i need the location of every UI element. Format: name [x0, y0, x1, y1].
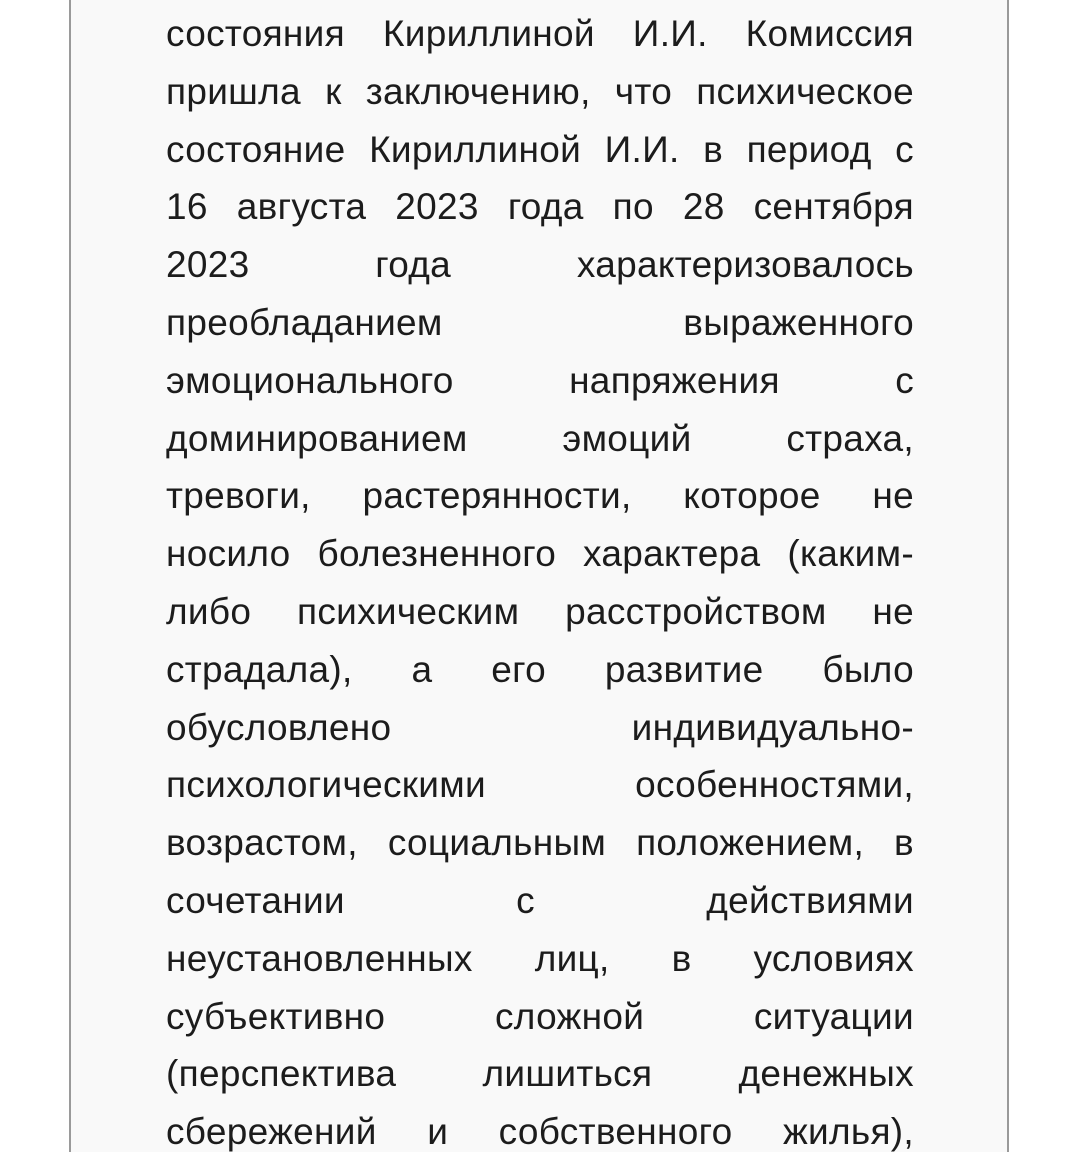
word: страха,: [786, 417, 914, 459]
word: и: [427, 1111, 449, 1152]
word: было: [822, 648, 914, 690]
word: августа: [236, 186, 367, 228]
word: пришла: [166, 70, 301, 112]
word: сочетании: [166, 879, 345, 921]
word: социальным: [387, 822, 607, 864]
text-line: [166, 872, 914, 930]
text-line: [166, 178, 914, 236]
word: 16: [166, 186, 208, 228]
word: состояние: [166, 128, 346, 170]
word: (каким-: [787, 533, 914, 575]
word: года: [507, 186, 584, 228]
word: характера: [583, 533, 761, 575]
word: доминированием: [166, 417, 468, 459]
word: особенностями,: [635, 764, 914, 806]
word: обусловлено: [166, 706, 392, 748]
word: Кириллиной: [369, 128, 582, 170]
word: денежных: [738, 1053, 914, 1095]
word: субъективно: [166, 995, 386, 1037]
word: что: [614, 70, 673, 112]
word: характеризовалось: [576, 244, 914, 286]
text-line: [166, 756, 914, 814]
word: Комиссия: [745, 13, 914, 54]
word: тревоги,: [166, 475, 311, 517]
word: лишиться: [482, 1053, 653, 1095]
word: в: [671, 937, 692, 979]
text-line: [166, 930, 914, 988]
word: неустановленных: [166, 937, 473, 979]
word: в: [703, 128, 724, 170]
word: ситуации: [753, 995, 914, 1037]
word: напряжения: [569, 359, 780, 401]
word: по: [612, 186, 654, 228]
word: сложной: [494, 995, 645, 1037]
word: положением,: [636, 822, 865, 864]
word: года: [375, 244, 452, 286]
word: с: [895, 128, 914, 170]
word: психическим: [296, 590, 520, 632]
word: Кириллиной: [382, 13, 595, 54]
word: которое: [683, 475, 821, 517]
text-line: [166, 1045, 914, 1103]
word: заключению,: [365, 70, 591, 112]
text-line: [166, 641, 914, 699]
word: сбережений: [166, 1111, 377, 1152]
word: страдала),: [166, 648, 353, 690]
text-line: [166, 988, 914, 1046]
word: период: [746, 128, 872, 170]
word: не: [872, 475, 914, 517]
word: 2023: [395, 186, 479, 228]
word: жилья),: [782, 1111, 914, 1152]
word: развитие: [604, 648, 764, 690]
word: его: [491, 648, 546, 690]
word: 28: [682, 186, 725, 228]
text-line: [166, 294, 914, 352]
word: с: [516, 879, 535, 921]
word: растерянности,: [362, 475, 632, 517]
word: индивидуально-: [631, 706, 914, 748]
text-line: [166, 525, 914, 583]
document-text: [166, 5, 914, 1152]
word: сентября: [753, 186, 914, 228]
word: носило: [166, 533, 291, 575]
word: а: [411, 648, 433, 690]
text-line: [166, 467, 914, 525]
text-line: [166, 814, 914, 872]
text-line: [166, 352, 914, 410]
word: 2023: [166, 244, 250, 286]
word: действиями: [706, 879, 914, 921]
word: либо: [166, 590, 252, 632]
text-line: [166, 5, 914, 63]
word: болезненного: [317, 533, 557, 575]
word: психологическими: [166, 764, 486, 806]
word: эмоций: [562, 417, 692, 459]
word: в: [894, 822, 914, 864]
word: расстройством: [565, 590, 827, 632]
word: И.И.: [604, 128, 680, 170]
word: условиях: [753, 937, 914, 979]
text-line: [166, 410, 914, 468]
text-line: [166, 121, 914, 179]
word: к: [325, 70, 342, 112]
word: И.И.: [632, 13, 708, 54]
text-line: [166, 236, 914, 294]
word: с: [895, 359, 914, 401]
text-line: [166, 63, 914, 121]
word: преобладанием: [166, 301, 443, 343]
word: лиц,: [534, 937, 610, 979]
word: не: [872, 590, 914, 632]
word: возрастом,: [166, 822, 358, 864]
word: выраженного: [683, 301, 914, 343]
text-line: [166, 583, 914, 641]
text-line: [166, 1103, 914, 1152]
word: (перспектива: [166, 1053, 397, 1095]
word: состояния: [166, 13, 345, 54]
word: собственного: [498, 1111, 733, 1152]
word: психическое: [696, 70, 914, 112]
word: эмоционального: [166, 359, 454, 401]
text-line: [166, 699, 914, 757]
